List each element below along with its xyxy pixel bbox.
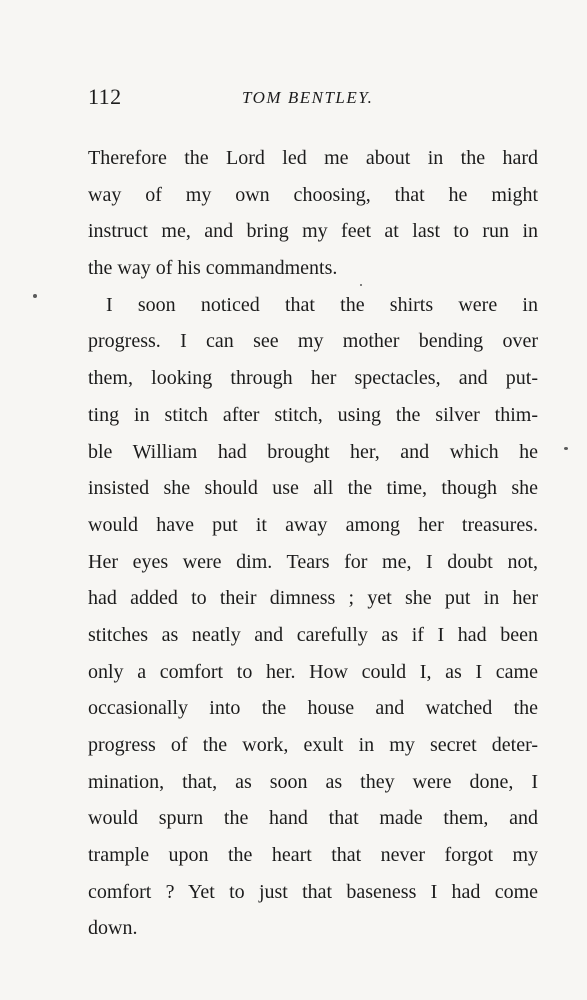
text-line: stitches as neatly and carefully as if I had been (88, 623, 538, 646)
text-line: way of my own choosing, that he might (88, 183, 538, 206)
text-line: ble William had brought her, and which he (88, 440, 538, 463)
text-line: instruct me, and bring my feet at last to run in (88, 220, 538, 243)
text-line: down. (88, 917, 138, 940)
text-line: progress. I can see my mother bending over (88, 330, 538, 353)
text-line: would spurn the hand that made them, and (88, 807, 538, 830)
text-line: comfort ? Yet to just that baseness I had come (88, 880, 538, 903)
running-head (88, 84, 540, 114)
ink-speck (33, 294, 37, 298)
text-line: only a comfort to her. How could I, as I came (88, 660, 538, 683)
text-line: trample upon the heart that never forgot my (88, 844, 538, 867)
text-line: progress of the work, exult in my secret deter- (88, 734, 538, 756)
body-text (88, 144, 538, 951)
text-line: had added to their dimness ; yet she put in her (88, 587, 538, 610)
text-line: insisted she should use all the time, though she (88, 477, 538, 500)
ink-speck (360, 284, 362, 286)
text-line: occasionally into the house and watched the (88, 697, 538, 720)
text-line: I soon noticed that the shirts were in (106, 293, 538, 316)
text-line: them, looking through her spectacles, and put- (88, 367, 538, 390)
text-line: Therefore the Lord led me about in the hard (88, 147, 538, 169)
text-line: mination, that, as soon as they were done, I (88, 770, 538, 793)
text-line: the way of his commandments. (88, 257, 338, 280)
ink-speck (564, 447, 568, 450)
page-number: 112 (88, 84, 122, 109)
text-line: Her eyes were dim. Tears for me, I doubt not, (88, 550, 538, 573)
text-line: ting in stitch after stitch, using the silver thim- (88, 403, 538, 426)
running-title: TOM BENTLEY. (242, 88, 374, 107)
text-line: would have put it away among her treasures. (88, 513, 538, 536)
